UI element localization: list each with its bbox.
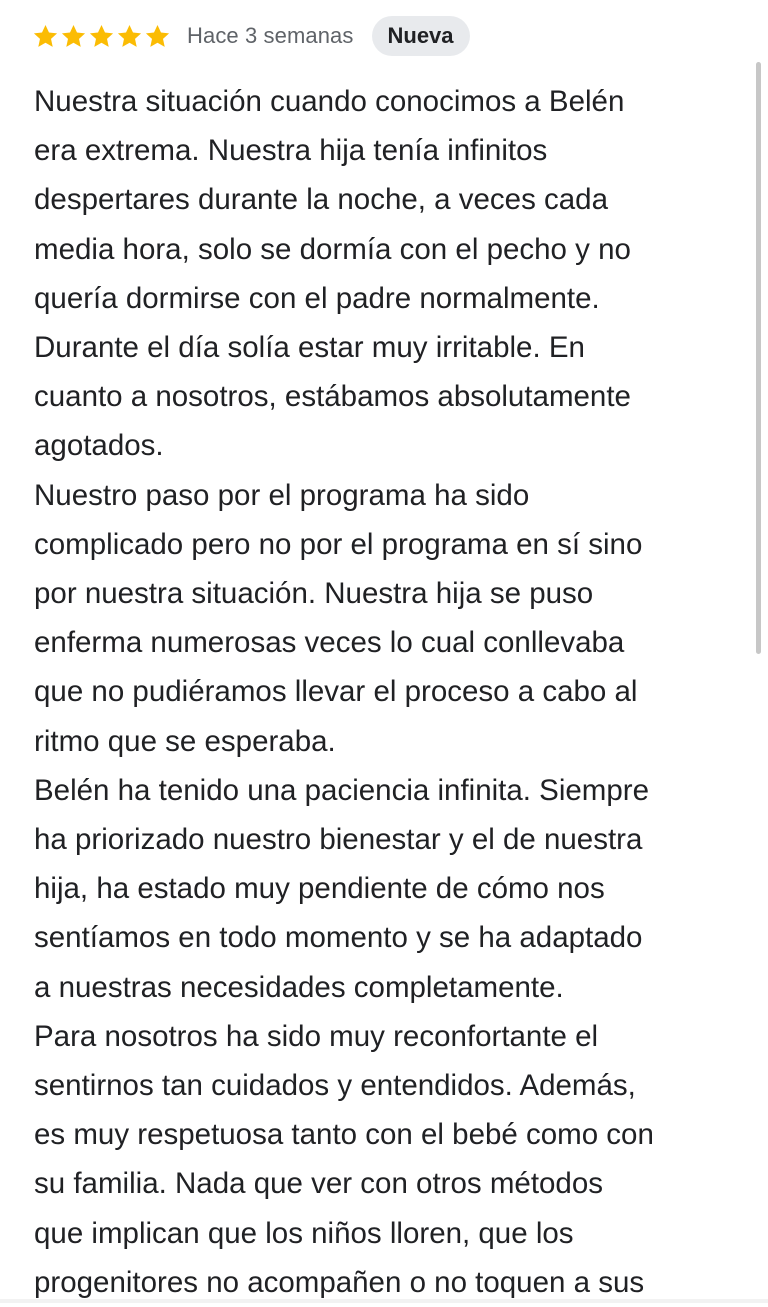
review-date: Hace 3 semanas [187, 23, 354, 48]
review-text [34, 77, 746, 1307]
review-line: era extrema. Nuestra hija tenía infinitos [34, 134, 548, 168]
review-line: que no pudiéramos llevar el proceso a cabo al [34, 675, 638, 709]
review-line: despertares durante la noche, a veces cada [34, 183, 608, 217]
review-line: progenitores no acompañen o no toquen a sus [34, 1265, 645, 1299]
review-line: enferma numerosas veces lo cual conllevaba [34, 626, 625, 660]
review-line: Belén ha tenido una paciencia infinita. Siempre [34, 773, 649, 807]
review-header [32, 14, 470, 58]
review-line: Nuestra situación cuando conocimos a Belén [34, 85, 625, 118]
review-line: por nuestra situación. Nuestra hija se puso [34, 577, 594, 611]
review-line: ha priorizado nuestro bienestar y el de nuestra [34, 823, 643, 857]
star-rating [32, 23, 171, 50]
review-line: Durante el día solía estar muy irritable. En [34, 331, 585, 365]
bottom-edge [0, 1299, 768, 1303]
review-line: quería dormirse con el padre normalmente. [34, 281, 600, 315]
star-icon [88, 23, 115, 50]
review-line: su familia. Nada que ver con otros métodos [34, 1167, 603, 1201]
review-line: media hora, solo se dormía con el pecho y no [34, 232, 631, 266]
scrollbar[interactable] [756, 62, 761, 654]
review-line: cuanto a nosotros, estábamos absolutamente [34, 380, 631, 414]
review-line: sentíamos en todo momento y se ha adaptado [34, 921, 643, 955]
review-line: Para nosotros ha sido muy reconfortante el [34, 1019, 599, 1053]
star-icon [116, 23, 143, 50]
review-line: sentirnos tan cuidados y entendidos. Además, [34, 1069, 636, 1103]
review-line: es muy respetuosa tanto con el bebé como con [34, 1118, 654, 1152]
star-icon [32, 23, 59, 50]
review-line: agotados. [34, 429, 164, 463]
review-line: ritmo que se esperaba. [34, 724, 336, 758]
star-icon [144, 23, 171, 50]
review-line: complicado pero no por el programa en sí sino [34, 527, 643, 561]
review-line: Nuestro paso por el programa ha sido [34, 478, 530, 512]
review-line: a nuestras necesidades completamente. [34, 970, 564, 1004]
review-line: hija, ha estado muy pendiente de cómo nos [34, 872, 605, 906]
star-icon [60, 23, 87, 50]
review-line: que implican que los niños lloren, que los [34, 1216, 574, 1250]
new-badge: Nueva [372, 16, 470, 56]
